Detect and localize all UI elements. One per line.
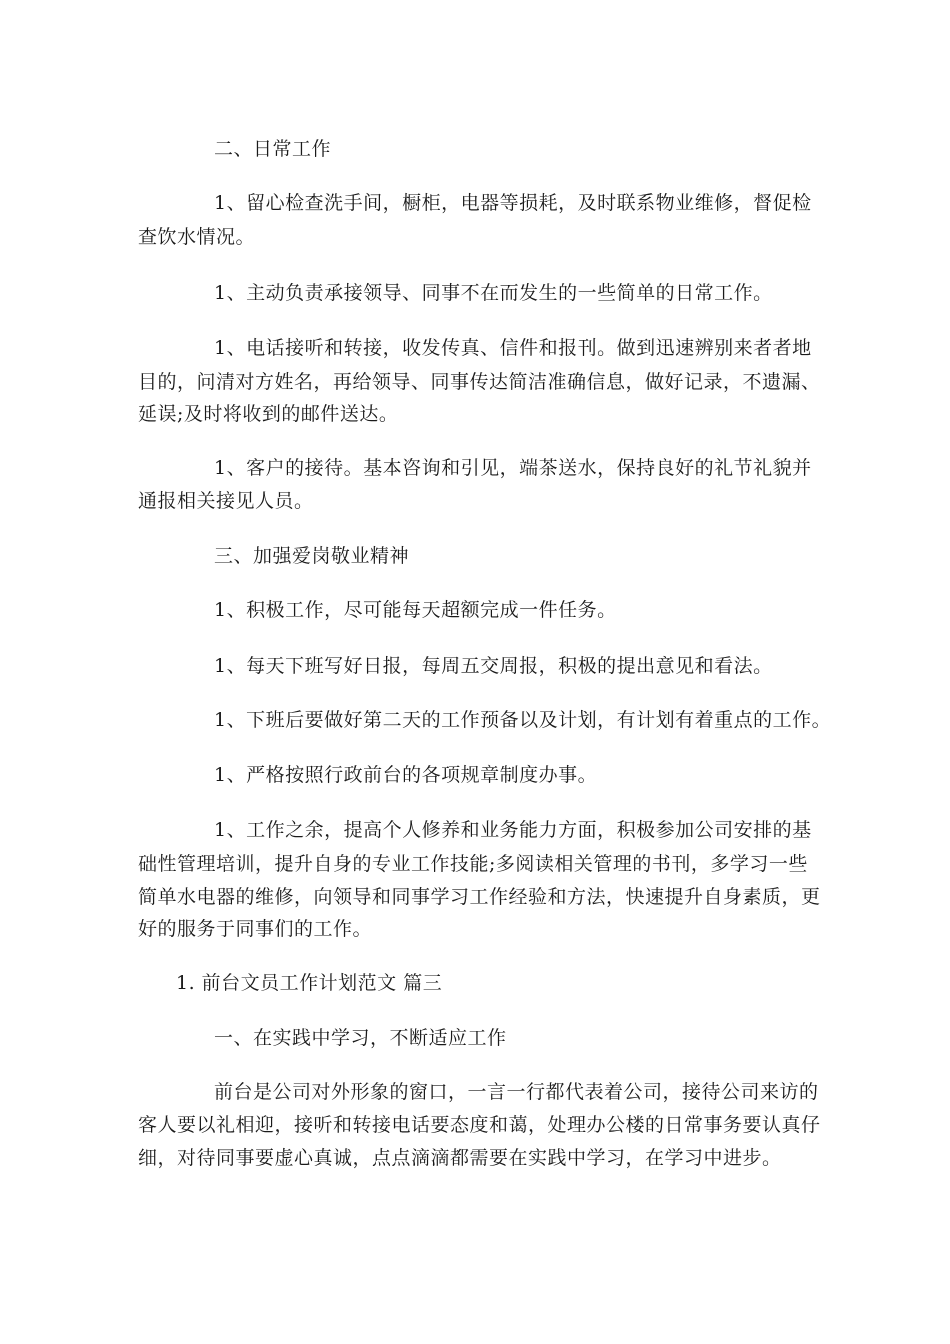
paragraph-line: 简单水电器的维修，向领导和同事学习工作经验和方法，快速提升自身素质，更 (138, 886, 821, 908)
paragraph-line: 细，对待同事要虚心真诚，点点滴滴都需要在实践中学习，在学习中进步。 (138, 1147, 782, 1169)
paragraph-line: 1、主动负责承接领导、同事不在而发生的一些简单的日常工作。 (214, 282, 773, 304)
paragraph-line: 1、工作之余，提高个人修养和业务能力方面，积极参加公司安排的基 (214, 819, 812, 841)
paragraph-line: 础性管理培训，提升自身的专业工作技能;多阅读相关管理的书刊，多学习一些 (138, 853, 808, 875)
paragraph-line: 1、每天下班写好日报，每周五交周报，积极的提出意见和看法。 (214, 655, 773, 677)
paragraph-line: 好的服务于同事们的工作。 (138, 918, 373, 940)
paragraph-line: 目的，问清对方姓名，再给领导、同事传达简洁准确信息，做好记录，不遗漏、 (138, 371, 821, 393)
paragraph-line: 1、电话接听和转接，收发传真、信件和报刊。做到迅速辨别来者者地 (214, 337, 812, 359)
paragraph-line: 客人要以礼相迎，接听和转接电话要态度和蔼，处理办公楼的日常事务要认真仔 (138, 1114, 821, 1136)
paragraph-line: 1、下班后要做好第二天的工作预备以及计划，有计划有着重点的工作。 (214, 709, 832, 731)
paragraph-line: 延误;及时将收到的邮件送达。 (138, 403, 399, 425)
section-heading-daily-work: 二、日常工作 (214, 138, 332, 160)
paragraph-line: 前台是公司对外形象的窗口，一言一行都代表着公司，接待公司来访的 (214, 1081, 819, 1103)
paragraph-line: 1、积极工作，尽可能每天超额完成一件任务。 (214, 599, 617, 621)
paragraph-line: 1、客户的接待。基本咨询和引见，端茶送水，保持良好的礼节礼貌并 (214, 457, 812, 479)
section-heading-dedication: 三、加强爱岗敬业精神 (214, 545, 410, 567)
article-title: 1. 前台文员工作计划范文 篇三 (176, 972, 443, 994)
paragraph-line: 通报相关接见人员。 (138, 490, 314, 512)
paragraph-line: 1、严格按照行政前台的各项规章制度办事。 (214, 764, 598, 786)
paragraph-line: 查饮水情况。 (138, 226, 256, 248)
section-heading-learning: 一、在实践中学习，不断适应工作 (214, 1027, 507, 1049)
paragraph-line: 1、留心检查洗手间，橱柜，电器等损耗，及时联系物业维修，督促检 (214, 192, 812, 214)
